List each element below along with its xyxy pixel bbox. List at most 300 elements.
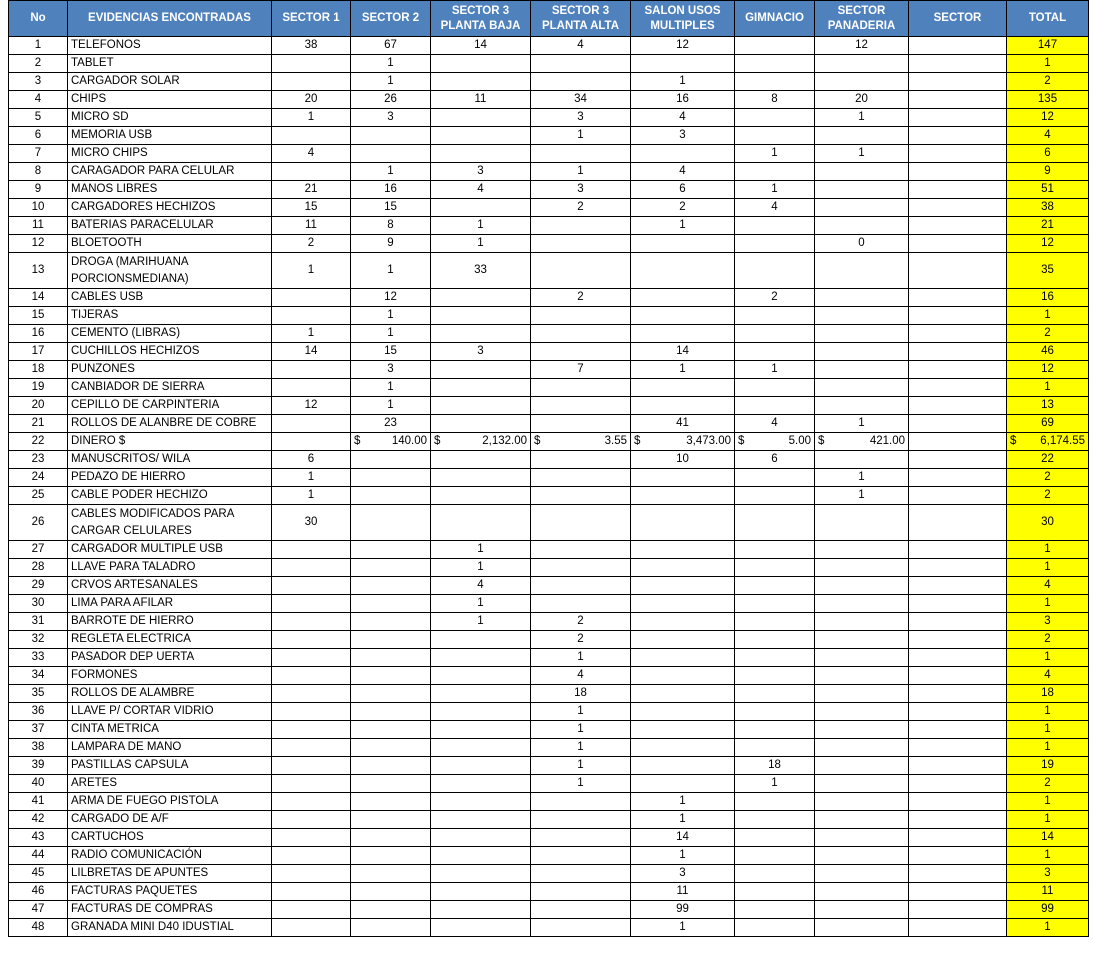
cell-sector — [909, 199, 1007, 217]
cell-sector-panaderia: 12 — [815, 37, 909, 55]
cell-sector — [909, 667, 1007, 685]
cell-evidencia: PASTILLAS CAPSULA — [68, 757, 272, 775]
cell-gimnacio — [735, 397, 815, 415]
cell-total: 38 — [1007, 199, 1089, 217]
cell-sector-3-planta-alta — [531, 325, 631, 343]
cell-sector — [909, 217, 1007, 235]
cell-sector-3-planta-alta: 4 — [531, 667, 631, 685]
cell-sector-3-planta-baja — [431, 775, 531, 793]
cell-sector-1: 1 — [272, 253, 351, 289]
cell-no: 1 — [9, 37, 68, 55]
cell-no: 26 — [9, 505, 68, 541]
cell-salon-usos-multiples: 1 — [631, 919, 735, 937]
cell-sector — [909, 37, 1007, 55]
currency-symbol: $ — [738, 435, 745, 447]
cell-sector-3-planta-alta — [531, 793, 631, 811]
cell-sector-panaderia — [815, 847, 909, 865]
cell-total: 2 — [1007, 631, 1089, 649]
cell-sector-2: 1 — [351, 163, 431, 181]
header-sector-3-planta-alta: SECTOR 3 PLANTA ALTA — [531, 1, 631, 37]
cell-sector-panaderia — [815, 685, 909, 703]
cell-evidencia: CABLES USB — [68, 289, 272, 307]
cell-no: 4 — [9, 91, 68, 109]
cell-total: 9 — [1007, 163, 1089, 181]
cell-no: 9 — [9, 181, 68, 199]
cell-sector-2 — [351, 811, 431, 829]
money-amount: 2,132.00 — [482, 435, 527, 447]
cell-sector — [909, 235, 1007, 253]
cell-sector — [909, 145, 1007, 163]
table-row — [9, 361, 1089, 379]
cell-sector-2: 3 — [351, 361, 431, 379]
cell-sector-2 — [351, 847, 431, 865]
cell-gimnacio: 6 — [735, 451, 815, 469]
cell-gimnacio — [735, 793, 815, 811]
cell-sector-1 — [272, 631, 351, 649]
header-total: TOTAL — [1007, 1, 1089, 37]
cell-sector-3-planta-alta — [531, 505, 631, 541]
cell-sector-3-planta-alta — [531, 145, 631, 163]
cell-total: 3 — [1007, 613, 1089, 631]
cell-sector — [909, 397, 1007, 415]
cell-sector-panaderia — [815, 757, 909, 775]
cell-sector-3-planta-baja — [431, 847, 531, 865]
table-row — [9, 595, 1089, 613]
cell-sector-panaderia — [815, 307, 909, 325]
currency-symbol: $ — [1010, 435, 1017, 447]
header-sector: SECTOR — [909, 1, 1007, 37]
cell-sector-2: 1 — [351, 253, 431, 289]
cell-total: 13 — [1007, 397, 1089, 415]
cell-sector-3-planta-alta: 3 — [531, 109, 631, 127]
cell-sector — [909, 361, 1007, 379]
cell-gimnacio — [735, 811, 815, 829]
cell-sector-3-planta-alta — [531, 73, 631, 91]
cell-sector-3-planta-baja — [431, 487, 531, 505]
cell-no: 22 — [9, 433, 68, 451]
cell-evidencia: CINTA METRICA — [68, 721, 272, 739]
cell-evidencia: MEMORIA USB — [68, 127, 272, 145]
cell-sector-2 — [351, 631, 431, 649]
cell-sector-2: 1 — [351, 379, 431, 397]
cell-sector-2: 1 — [351, 73, 431, 91]
cell-no: 23 — [9, 451, 68, 469]
cell-sector-3-planta-alta — [531, 253, 631, 289]
cell-salon-usos-multiples — [631, 469, 735, 487]
cell-sector — [909, 559, 1007, 577]
header-sector-2: SECTOR 2 — [351, 1, 431, 37]
cell-sector-panaderia — [815, 667, 909, 685]
cell-sector-3-planta-alta — [531, 559, 631, 577]
cell-sector — [909, 253, 1007, 289]
cell-sector-3-planta-alta — [531, 235, 631, 253]
cell-salon-usos-multiples — [631, 685, 735, 703]
cell-gimnacio — [735, 37, 815, 55]
cell-sector — [909, 91, 1007, 109]
cell-total: 22 — [1007, 451, 1089, 469]
cell-salon-usos-multiples — [631, 757, 735, 775]
cell-sector-3-planta-alta — [531, 469, 631, 487]
cell-sector — [909, 775, 1007, 793]
cell-sector-2 — [351, 613, 431, 631]
cell-sector-1 — [272, 559, 351, 577]
table-row — [9, 721, 1089, 739]
table-row — [9, 55, 1089, 73]
cell-evidencia: CARGADOR SOLAR — [68, 73, 272, 91]
cell-sector-1 — [272, 415, 351, 433]
cell-sector-panaderia — [815, 901, 909, 919]
cell-sector-3-planta-baja — [431, 631, 531, 649]
cell-no: 27 — [9, 541, 68, 559]
cell-sector-1 — [272, 163, 351, 181]
cell-sector-1 — [272, 703, 351, 721]
cell-sector-2 — [351, 487, 431, 505]
cell-salon-usos-multiples — [631, 289, 735, 307]
cell-sector — [909, 505, 1007, 541]
table-row — [9, 325, 1089, 343]
cell-sector-panaderia — [815, 631, 909, 649]
table-row — [9, 37, 1089, 55]
cell-sector-3-planta-baja: 1 — [431, 235, 531, 253]
cell-sector-panaderia — [815, 811, 909, 829]
cell-sector-1 — [272, 847, 351, 865]
cell-salon-usos-multiples — [631, 613, 735, 631]
cell-sector-3-planta-alta — [531, 379, 631, 397]
cell-salon-usos-multiples: 3 — [631, 865, 735, 883]
cell-salon-usos-multiples: 14 — [631, 829, 735, 847]
cell-gimnacio — [735, 667, 815, 685]
cell-sector — [909, 307, 1007, 325]
cell-evidencia: MICRO CHIPS — [68, 145, 272, 163]
cell-salon-usos-multiples: 1 — [631, 73, 735, 91]
cell-sector-2 — [351, 145, 431, 163]
cell-total: 1 — [1007, 559, 1089, 577]
cell-salon-usos-multiples: 12 — [631, 37, 735, 55]
cell-sector-1 — [272, 919, 351, 937]
cell-sector-2: 3 — [351, 109, 431, 127]
cell-evidencia: ARETES — [68, 775, 272, 793]
cell-sector-3-planta-alta: 4 — [531, 37, 631, 55]
cell-sector-3-planta-alta — [531, 541, 631, 559]
cell-no: 11 — [9, 217, 68, 235]
cell-gimnacio — [735, 73, 815, 91]
header-row — [9, 1, 1089, 37]
cell-sector-2 — [351, 775, 431, 793]
cell-sector — [909, 469, 1007, 487]
cell-sector-1 — [272, 739, 351, 757]
cell-gimnacio — [735, 595, 815, 613]
table-row — [9, 451, 1089, 469]
cell-sector-1 — [272, 361, 351, 379]
cell-sector-3-planta-alta: 2 — [531, 631, 631, 649]
cell-total: 2 — [1007, 325, 1089, 343]
header-sector-1: SECTOR 1 — [272, 1, 351, 37]
cell-sector-3-planta-baja — [431, 73, 531, 91]
cell-sector — [909, 109, 1007, 127]
cell-sector-1 — [272, 811, 351, 829]
cell-sector-panaderia — [815, 577, 909, 595]
cell-sector-1 — [272, 793, 351, 811]
cell-gimnacio: 4 — [735, 415, 815, 433]
cell-sector-2 — [351, 739, 431, 757]
cell-salon-usos-multiples — [631, 433, 735, 451]
cell-gimnacio: 1 — [735, 145, 815, 163]
cell-sector-3-planta-baja — [431, 649, 531, 667]
cell-sector — [909, 541, 1007, 559]
cell-salon-usos-multiples — [631, 541, 735, 559]
cell-total: 99 — [1007, 901, 1089, 919]
cell-sector-1 — [272, 613, 351, 631]
cell-sector-1 — [272, 73, 351, 91]
cell-sector-2: 1 — [351, 307, 431, 325]
cell-total: 1 — [1007, 919, 1089, 937]
cell-sector — [909, 757, 1007, 775]
cell-sector-3-planta-alta — [531, 307, 631, 325]
cell-sector-1: 15 — [272, 199, 351, 217]
cell-evidencia: BATERIAS PARACELULAR — [68, 217, 272, 235]
cell-no: 31 — [9, 613, 68, 631]
cell-sector-2: 15 — [351, 199, 431, 217]
cell-sector-2: 1 — [351, 325, 431, 343]
cell-sector-1: 1 — [272, 325, 351, 343]
money-amount: 5.00 — [788, 435, 811, 447]
cell-gimnacio — [735, 631, 815, 649]
cell-evidencia: CRVOS ARTESANALES — [68, 577, 272, 595]
table-row — [9, 847, 1089, 865]
cell-sector-3-planta-baja — [431, 199, 531, 217]
cell-salon-usos-multiples — [631, 649, 735, 667]
table-row — [9, 649, 1089, 667]
cell-sector-3-planta-baja: 3 — [431, 163, 531, 181]
cell-total: 6 — [1007, 145, 1089, 163]
cell-sector-panaderia — [815, 217, 909, 235]
cell-evidencia: PEDAZO DE HIERRO — [68, 469, 272, 487]
cell-sector-panaderia: 1 — [815, 109, 909, 127]
cell-sector-3-planta-alta: 3 — [531, 181, 631, 199]
cell-gimnacio: 1 — [735, 775, 815, 793]
cell-total: 21 — [1007, 217, 1089, 235]
table-row — [9, 487, 1089, 505]
cell-no: 5 — [9, 109, 68, 127]
cell-sector — [909, 739, 1007, 757]
cell-sector-2: 26 — [351, 91, 431, 109]
cell-gimnacio — [735, 325, 815, 343]
cell-gimnacio: 1 — [735, 181, 815, 199]
cell-salon-usos-multiples: 1 — [631, 847, 735, 865]
cell-evidencia: CABLES MODIFICADOS PARA CARGAR CELULARES — [68, 505, 272, 541]
cell-total: 1 — [1007, 721, 1089, 739]
cell-sector-3-planta-baja — [431, 829, 531, 847]
cell-total: 1 — [1007, 649, 1089, 667]
cell-sector-panaderia — [815, 865, 909, 883]
table-row — [9, 73, 1089, 91]
cell-gimnacio — [735, 829, 815, 847]
cell-sector-panaderia — [815, 505, 909, 541]
cell-sector-3-planta-baja — [431, 415, 531, 433]
cell-gimnacio — [735, 469, 815, 487]
cell-sector-2 — [351, 865, 431, 883]
cell-sector-panaderia — [815, 325, 909, 343]
cell-total: 19 — [1007, 757, 1089, 775]
cell-no: 47 — [9, 901, 68, 919]
cell-total: 4 — [1007, 577, 1089, 595]
evidence-table — [8, 0, 1089, 937]
cell-sector-3-planta-baja — [431, 145, 531, 163]
cell-salon-usos-multiples: 11 — [631, 883, 735, 901]
cell-no: 19 — [9, 379, 68, 397]
cell-gimnacio — [735, 505, 815, 541]
cell-sector-2: 12 — [351, 289, 431, 307]
cell-sector-panaderia — [815, 433, 909, 451]
cell-sector-3-planta-alta — [531, 55, 631, 73]
cell-evidencia: CARGADOR MULTIPLE USB — [68, 541, 272, 559]
cell-salon-usos-multiples: 3 — [631, 127, 735, 145]
cell-no: 2 — [9, 55, 68, 73]
cell-sector-3-planta-baja — [431, 757, 531, 775]
cell-salon-usos-multiples — [631, 505, 735, 541]
cell-sector-3-planta-baja: 1 — [431, 541, 531, 559]
cell-sector-3-planta-alta — [531, 829, 631, 847]
cell-sector-2 — [351, 595, 431, 613]
cell-sector-3-planta-baja: 1 — [431, 595, 531, 613]
money-amount: 421.00 — [869, 435, 905, 447]
cell-gimnacio — [735, 847, 815, 865]
cell-sector-2 — [351, 829, 431, 847]
table-row — [9, 235, 1089, 253]
cell-total: 3 — [1007, 865, 1089, 883]
cell-sector-3-planta-baja — [431, 109, 531, 127]
cell-no: 35 — [9, 685, 68, 703]
header-sector-3-planta-baja: SECTOR 3 PLANTA BAJA — [431, 1, 531, 37]
cell-sector-3-planta-baja — [431, 433, 531, 451]
cell-evidencia: TIJERAS — [68, 307, 272, 325]
cell-total — [1007, 433, 1089, 451]
cell-sector — [909, 865, 1007, 883]
cell-evidencia: TELEFONOS — [68, 37, 272, 55]
cell-sector-1 — [272, 577, 351, 595]
cell-sector-panaderia — [815, 793, 909, 811]
cell-no: 37 — [9, 721, 68, 739]
cell-sector-3-planta-baja — [431, 361, 531, 379]
cell-evidencia: ROLLOS DE ALAMBRE — [68, 685, 272, 703]
cell-sector-3-planta-baja — [431, 721, 531, 739]
cell-sector-3-planta-baja — [431, 397, 531, 415]
cell-sector-2: 23 — [351, 415, 431, 433]
cell-gimnacio — [735, 487, 815, 505]
cell-sector-1: 20 — [272, 91, 351, 109]
cell-sector — [909, 703, 1007, 721]
table-row — [9, 289, 1089, 307]
cell-sector-3-planta-baja — [431, 289, 531, 307]
cell-total: 46 — [1007, 343, 1089, 361]
table-row — [9, 415, 1089, 433]
cell-sector-panaderia — [815, 379, 909, 397]
header-salon-usos-multiples: SALON USOS MULTIPLES — [631, 1, 735, 37]
cell-no: 13 — [9, 253, 68, 289]
cell-salon-usos-multiples — [631, 145, 735, 163]
cell-sector-panaderia: 1 — [815, 415, 909, 433]
header-no: No — [9, 1, 68, 37]
cell-sector-panaderia — [815, 559, 909, 577]
cell-evidencia: PASADOR DEP UERTA — [68, 649, 272, 667]
cell-sector — [909, 685, 1007, 703]
table-row — [9, 181, 1089, 199]
cell-no: 3 — [9, 73, 68, 91]
table-row — [9, 127, 1089, 145]
cell-sector-3-planta-alta — [531, 433, 631, 451]
cell-salon-usos-multiples — [631, 667, 735, 685]
cell-no: 18 — [9, 361, 68, 379]
cell-evidencia: CANBIADOR DE SIERRA — [68, 379, 272, 397]
cell-sector — [909, 631, 1007, 649]
cell-sector-1: 4 — [272, 145, 351, 163]
header-sector-panaderia: SECTOR PANADERIA — [815, 1, 909, 37]
currency-symbol: $ — [434, 435, 441, 447]
cell-sector-3-planta-alta — [531, 595, 631, 613]
cell-sector-3-planta-baja: 1 — [431, 217, 531, 235]
cell-sector-3-planta-baja: 11 — [431, 91, 531, 109]
cell-evidencia: CARGADO DE A/F — [68, 811, 272, 829]
cell-sector-1: 2 — [272, 235, 351, 253]
cell-sector-panaderia — [815, 541, 909, 559]
cell-sector — [909, 721, 1007, 739]
cell-total: 4 — [1007, 667, 1089, 685]
cell-sector-3-planta-alta: 1 — [531, 703, 631, 721]
table-row — [9, 379, 1089, 397]
cell-sector-3-planta-baja — [431, 127, 531, 145]
cell-gimnacio — [735, 55, 815, 73]
cell-evidencia: FACTURAS PAQUETES — [68, 883, 272, 901]
cell-sector-panaderia — [815, 163, 909, 181]
cell-salon-usos-multiples: 16 — [631, 91, 735, 109]
cell-salon-usos-multiples — [631, 307, 735, 325]
cell-sector-panaderia — [815, 73, 909, 91]
cell-sector-2: 16 — [351, 181, 431, 199]
cell-total: 12 — [1007, 235, 1089, 253]
currency-symbol: $ — [818, 435, 825, 447]
table-row — [9, 667, 1089, 685]
cell-total: 2 — [1007, 775, 1089, 793]
cell-sector-3-planta-baja — [431, 685, 531, 703]
table-row — [9, 109, 1089, 127]
cell-no: 21 — [9, 415, 68, 433]
cell-evidencia: FACTURAS DE COMPRAS — [68, 901, 272, 919]
cell-no: 6 — [9, 127, 68, 145]
cell-no: 36 — [9, 703, 68, 721]
table-row — [9, 865, 1089, 883]
cell-gimnacio — [735, 577, 815, 595]
cell-salon-usos-multiples — [631, 487, 735, 505]
cell-salon-usos-multiples — [631, 703, 735, 721]
cell-sector-3-planta-alta — [531, 865, 631, 883]
cell-sector-panaderia — [815, 127, 909, 145]
header-gimnacio: GIMNACIO — [735, 1, 815, 37]
table-row — [9, 199, 1089, 217]
cell-sector-3-planta-alta — [531, 397, 631, 415]
cell-salon-usos-multiples: 41 — [631, 415, 735, 433]
cell-salon-usos-multiples — [631, 397, 735, 415]
cell-sector-3-planta-alta — [531, 901, 631, 919]
cell-salon-usos-multiples: 14 — [631, 343, 735, 361]
cell-salon-usos-multiples — [631, 253, 735, 289]
cell-total: 1 — [1007, 739, 1089, 757]
table-row — [9, 577, 1089, 595]
cell-sector-1: 6 — [272, 451, 351, 469]
cell-sector-3-planta-alta: 1 — [531, 775, 631, 793]
cell-total: 1 — [1007, 379, 1089, 397]
cell-evidencia: BLOETOOTH — [68, 235, 272, 253]
cell-no: 7 — [9, 145, 68, 163]
